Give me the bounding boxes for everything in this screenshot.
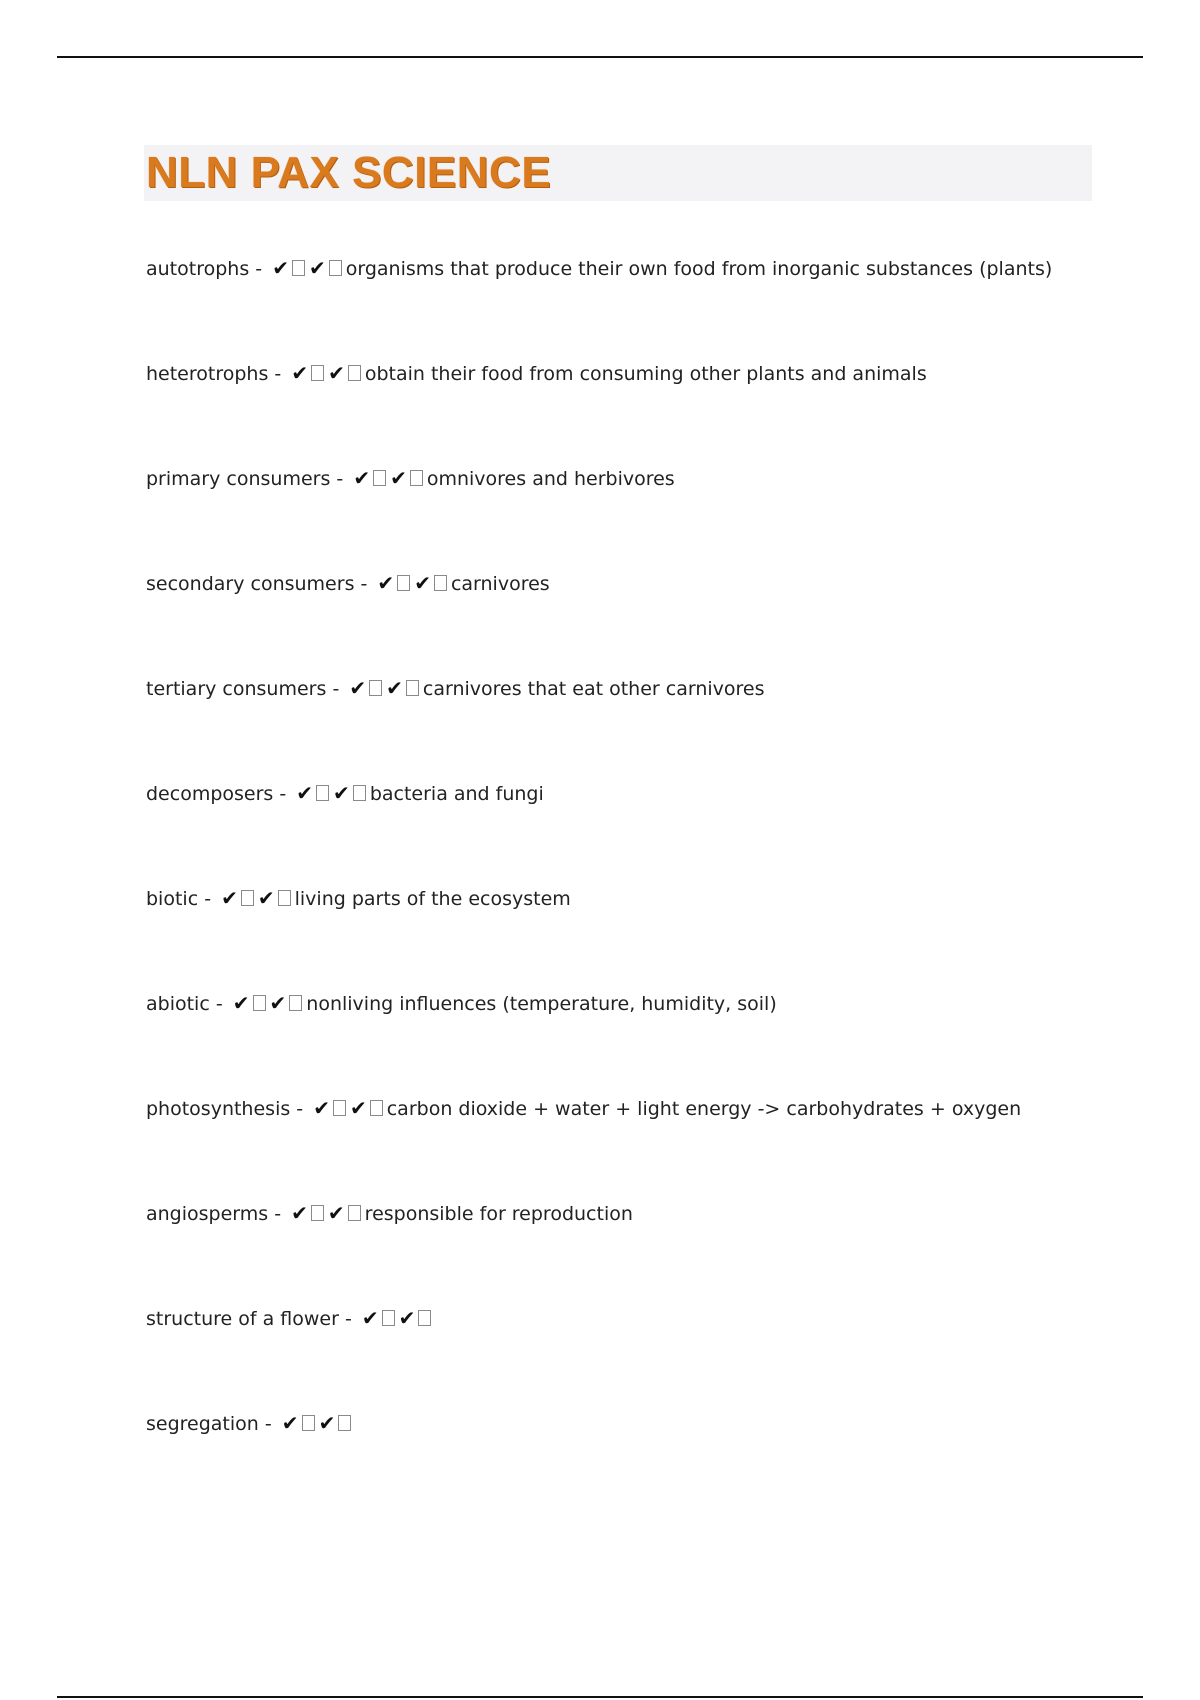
term: autotrophs [146, 258, 250, 280]
box-icon [348, 365, 361, 381]
box-icon [329, 260, 342, 276]
box-icon [373, 470, 386, 486]
term: secondary consumers [146, 573, 355, 595]
check-icon: ✔ [221, 886, 238, 910]
flashcard-entry [146, 1300, 1096, 1405]
check-icon: ✔ [386, 676, 403, 700]
separator: - [336, 468, 344, 490]
check-icon: ✔ [308, 256, 326, 280]
term: biotic [146, 888, 199, 910]
definition: nonliving influences (temperature, humidity, soil) [306, 993, 777, 1015]
flashcard-entry [146, 670, 1096, 775]
box-icon [311, 1205, 324, 1221]
term: heterotrophs [146, 363, 269, 385]
separator: - [215, 993, 223, 1015]
term: decomposers [146, 783, 274, 805]
term: segregation [146, 1413, 259, 1435]
definition: living parts of the ecosystem [294, 888, 571, 910]
box-icon [410, 470, 423, 486]
box-icon [369, 680, 382, 696]
check-icon: ✔ [353, 466, 371, 490]
box-icon [253, 995, 266, 1011]
definition: carnivores that eat other carnivores [422, 678, 765, 700]
definition: organisms that produce their own food from inorganic substances (plants) [345, 258, 1053, 280]
separator: - [360, 573, 368, 595]
check-icon: ✔ [349, 676, 367, 700]
flashcard-entry [146, 565, 1096, 670]
box-icon [289, 995, 302, 1011]
flashcard-entry [146, 985, 1096, 1090]
box-icon [370, 1100, 383, 1116]
flashcard-entry [146, 460, 1096, 565]
flashcard-entry [146, 1405, 1096, 1510]
separator: - [274, 363, 282, 385]
check-icon: ✔ [296, 781, 314, 805]
flashcard-list [146, 250, 1096, 1510]
check-icon: ✔ [232, 991, 250, 1015]
box-icon [316, 785, 329, 801]
flashcard-entry [146, 355, 1096, 460]
check-icon: ✔ [349, 1096, 367, 1120]
flashcard-entry [146, 1090, 1096, 1195]
check-icon: ✔ [328, 361, 345, 385]
separator: - [279, 783, 287, 805]
box-icon [397, 575, 410, 591]
term: structure of a flower [146, 1308, 339, 1330]
box-icon [311, 365, 324, 381]
term: abiotic [146, 993, 210, 1015]
term: primary consumers [146, 468, 331, 490]
definition: bacteria and fungi [369, 783, 544, 805]
box-icon [353, 785, 366, 801]
check-icon: ✔ [272, 256, 289, 280]
check-icon: ✔ [414, 571, 431, 595]
check-icon: ✔ [291, 1201, 308, 1225]
check-icon: ✔ [398, 1306, 416, 1330]
term: photosynthesis [146, 1098, 291, 1120]
box-icon [278, 890, 291, 906]
box-icon [434, 575, 447, 591]
definition: omnivores and herbivores [426, 468, 675, 490]
box-icon [418, 1310, 431, 1326]
check-icon: ✔ [291, 361, 309, 385]
separator: - [344, 1308, 352, 1330]
flashcard-entry [146, 1195, 1096, 1300]
separator: - [255, 258, 263, 280]
check-icon: ✔ [257, 886, 275, 910]
check-icon: ✔ [313, 1096, 330, 1120]
flashcard-entry [146, 880, 1096, 985]
separator: - [274, 1203, 282, 1225]
box-icon [302, 1415, 315, 1431]
box-icon [382, 1310, 395, 1326]
separator: - [296, 1098, 304, 1120]
flashcard-entry [146, 775, 1096, 880]
bottom-rule [57, 1696, 1143, 1698]
top-rule [57, 56, 1143, 58]
box-icon [348, 1205, 361, 1221]
term: angiosperms [146, 1203, 269, 1225]
flashcard-entry [146, 250, 1096, 355]
term: tertiary consumers [146, 678, 327, 700]
box-icon [338, 1415, 351, 1431]
definition: carbon dioxide + water + light energy -> carbohydrates + oxygen [386, 1098, 1022, 1120]
check-icon: ✔ [333, 781, 350, 805]
separator: - [264, 1413, 272, 1435]
document-title: NLN PAX SCIENCE [146, 148, 552, 197]
separator: - [332, 678, 340, 700]
definition: carnivores [450, 573, 550, 595]
check-icon: ✔ [327, 1201, 345, 1225]
box-icon [406, 680, 419, 696]
separator: - [204, 888, 212, 910]
check-icon: ✔ [361, 1306, 379, 1330]
check-icon: ✔ [390, 466, 407, 490]
check-icon: ✔ [269, 991, 287, 1015]
check-icon: ✔ [318, 1411, 336, 1435]
check-icon: ✔ [377, 571, 395, 595]
definition: obtain their food from consuming other plants and animals [364, 363, 927, 385]
box-icon [241, 890, 254, 906]
definition: responsible for reproduction [364, 1203, 633, 1225]
check-icon: ✔ [281, 1411, 299, 1435]
box-icon [333, 1100, 346, 1116]
box-icon [292, 260, 305, 276]
